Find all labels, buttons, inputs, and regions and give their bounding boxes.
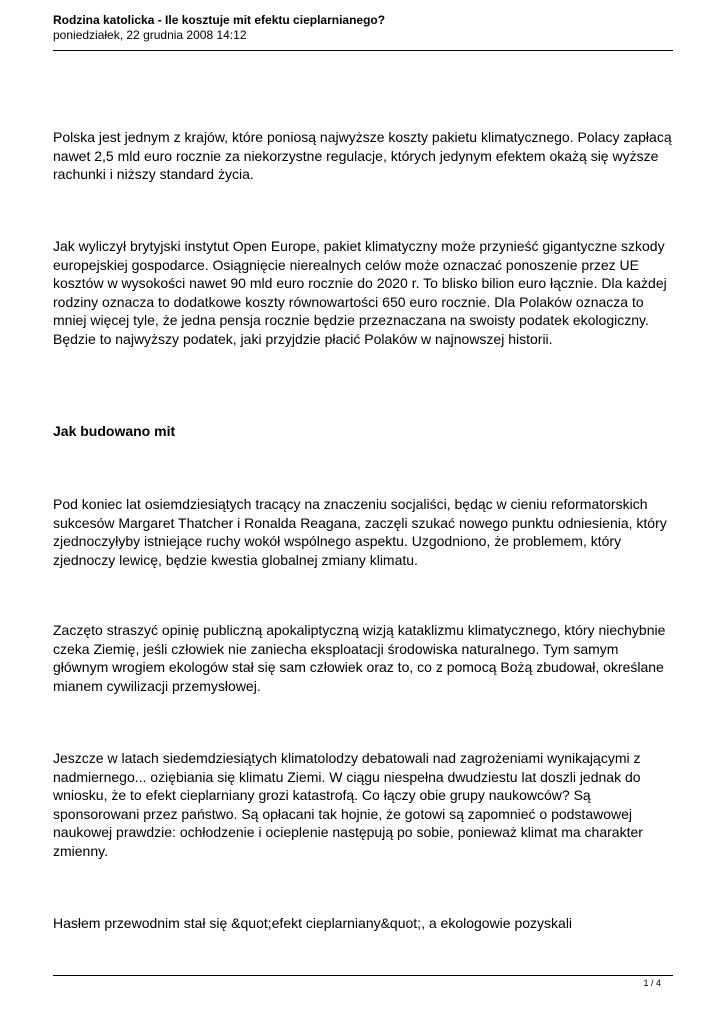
footer-divider (53, 975, 673, 976)
article-paragraph-5: Jeszcze w latach siedemdziesiątych klimatolodzy debatowali nad zagrożeniami wynikającymi z nadmiernego... oziębiania się klimatu Ziemi. W ciągu niespełna dwudziestu lat doszli jednak do wniosku, że to efekt cieplarniany grozi katastrofą. Co łączy obie grupy naukowców? Są sponsorowani przez państwo. Są opłacani tak hojnie, że gotowi są zapomnieć o podstawowej naukowej prawdzie: ochłodzenie i ocieplenie następują po sobie, ponieważ klimat ma charakter zmienny. (53, 750, 643, 859)
page-number: 1 / 4 (643, 978, 661, 988)
document-date: poniedziałek, 22 grudnia 2008 14:12 (53, 28, 247, 42)
document-title: Rodzina katolicka - Ile kosztuje mit efektu cieplarnianego? (53, 13, 386, 27)
article-paragraph-6: Hasłem przewodnim stał się &quot;efekt cieplarniany&quot;, a ekologowie pozyskali (53, 915, 573, 931)
article-paragraph-1: Polska jest jednym z krajów, które poniosą najwyższe koszty pakietu klimatycznego. Polacy zapłacą nawet 2,5 mld euro rocznie za niekorzystne regulacje, których jedynym efektem okażą się wyższe rachunki i niższy standard życia. (53, 129, 672, 182)
article-paragraph-2: Jak wyliczył brytyjski instytut Open Europe, pakiet klimatyczny może przynieść gigantyczne szkody europejskiej gospodarce. Osiągnięcie nierealnych celów może oznaczać ponoszenie przez UE kosztów w wysokości nawet 90 mld euro rocznie do 2020 r. To blisko bilion euro łącznie. Dla każdej rodziny oznacza to dodatkowe koszty równowartości 650 euro rocznie. Dla Polaków oznacza to mniej więcej tyle, że jedna pensja rocznie będzie przeznaczana na swoisty podatek ekologiczny. Będzie to najwyższy podatek, jaki przyjdzie płacić Polaków w najnowszej historii. (53, 238, 667, 347)
article-paragraph-3: Pod koniec lat osiemdziesiątych tracący na znaczeniu socjaliści, będąc w cieniu reformatorskich sukcesów Margaret Thatcher i Ronalda Reagana, zaczęli szukać nowego punktu odniesienia, który zjednoczyłyby istniejące ruchy wokół wspólnego aspektu. Uzgodniono, że problemem, który zjednoczy lewicę, będzie kwestia globalnej zmiany klimatu. (53, 496, 667, 568)
page-header (53, 12, 673, 42)
article-paragraph-4: Zaczęto straszyć opinię publiczną apokaliptyczną wizją kataklizmu klimatycznego, który niechybnie czeka Ziemię, jeśli człowiek nie zaniecha eksploatacji środowiska naturalnego. Tym samym głównym wrogiem ekologów stał się sam człowiek oraz to, co z pomocą Bożą zbudował, określane mianem cywilizacji przemysłowej. (53, 622, 666, 694)
section-heading: Jak budowano mit (53, 423, 176, 439)
header-divider (53, 50, 673, 51)
